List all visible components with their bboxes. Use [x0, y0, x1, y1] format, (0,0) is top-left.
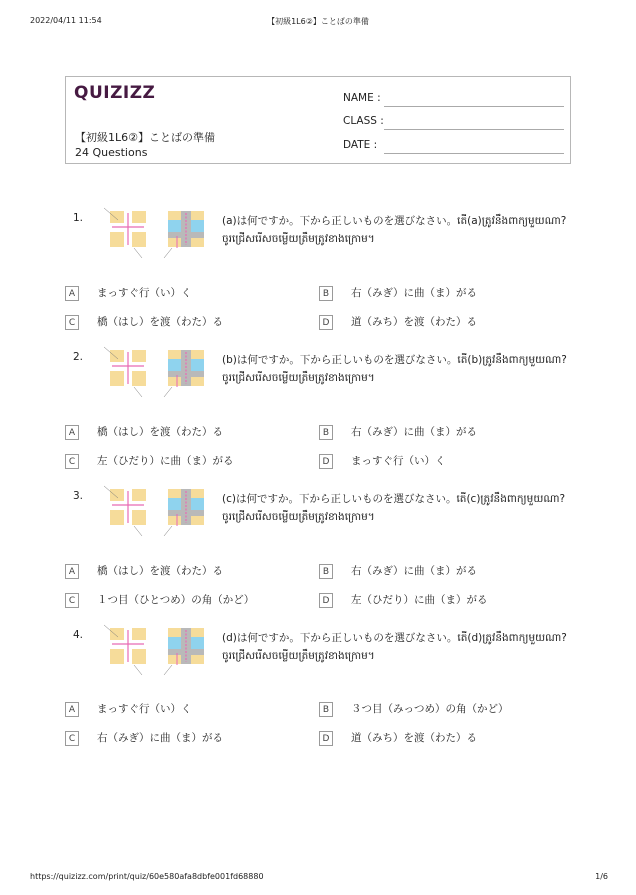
option-letter: D: [319, 731, 333, 746]
option-text: 右（みぎ）に曲（ま）がる: [97, 732, 223, 744]
option-b[interactable]: [319, 702, 559, 718]
option-text: １つ目（ひとつめ）の角（かど）: [97, 594, 255, 606]
option-d[interactable]: [319, 731, 559, 747]
name-line: [384, 105, 564, 107]
option-letter: A: [65, 425, 79, 440]
map-figure: [98, 345, 210, 399]
option-text: 橋（はし）を渡（わた）る: [97, 316, 223, 328]
option-text: 右（みぎ）に曲（ま）がる: [351, 287, 477, 299]
option-text: 左（ひだり）に曲（ま）がる: [351, 594, 488, 606]
option-letter: D: [319, 315, 333, 330]
page-number: 1/6: [595, 872, 608, 881]
option-letter: B: [319, 702, 333, 717]
print-url: https://quizizz.com/print/quiz/60e580afa8dbfe001fd68880: [30, 872, 264, 881]
quizizz-logo: QUIZIZZ: [74, 83, 156, 103]
option-letter: C: [65, 593, 79, 608]
question-text: (b)は何ですか。下から正しいものを選びなさい。តើ(b)ត្រូវនឹងពាក្យមួយណា? ចូរជ្រើសរើសចម្លើយត្រឹមត្រូវខាងក្រោម។: [222, 354, 567, 384]
question-count: 24 Questions: [75, 146, 148, 159]
option-text: ３つ目（みっつめ）の角（かど）: [351, 703, 509, 715]
option-letter: A: [65, 564, 79, 579]
option-d[interactable]: [319, 315, 559, 331]
option-text: 道（みち）を渡（わた）る: [351, 316, 477, 328]
option-a[interactable]: [65, 425, 305, 441]
option-b[interactable]: [319, 286, 559, 302]
option-letter: D: [319, 593, 333, 608]
map-figure: [98, 206, 210, 260]
question-number: 1.: [73, 212, 84, 224]
option-d[interactable]: [319, 593, 559, 609]
option-text: 右（みぎ）に曲（ま）がる: [351, 565, 477, 577]
option-text: まっすぐ行（い）く: [97, 703, 192, 715]
question-number: 2.: [73, 351, 84, 363]
worksheet-header: [65, 76, 571, 164]
option-letter: C: [65, 731, 79, 746]
option-letter: B: [319, 564, 333, 579]
option-d[interactable]: [319, 454, 559, 470]
option-letter: D: [319, 454, 333, 469]
option-letter: C: [65, 315, 79, 330]
print-date: 2022/04/11 11:54: [30, 16, 102, 25]
option-a[interactable]: [65, 702, 305, 718]
date-label: DATE :: [343, 139, 378, 151]
option-c[interactable]: [65, 315, 305, 331]
question-number: 4.: [73, 629, 84, 641]
option-letter: A: [65, 286, 79, 301]
question-text: (d)は何ですか。下から正しいものを選びなさい。តើ(d)ត្រូវនឹងពាក្យមួយណា? ចូរជ្រើសរើសចម្លើយត្រឹមត្រូវខាងក្រោម។: [222, 632, 567, 662]
option-a[interactable]: [65, 564, 305, 580]
option-text: 左（ひだり）に曲（ま）がる: [97, 455, 234, 467]
date-line: [384, 152, 564, 154]
option-a[interactable]: [65, 286, 305, 302]
option-text: まっすぐ行（い）く: [351, 455, 446, 467]
option-c[interactable]: [65, 454, 305, 470]
option-c[interactable]: [65, 731, 305, 747]
option-text: 道（みち）を渡（わた）る: [351, 732, 477, 744]
option-text: 橋（はし）を渡（わた）る: [97, 565, 223, 577]
name-label: NAME :: [343, 92, 381, 104]
class-label: CLASS :: [343, 115, 384, 127]
print-title: 【初級1L6②】ことばの準備: [267, 17, 369, 26]
option-text: 右（みぎ）に曲（ま）がる: [351, 426, 477, 438]
option-b[interactable]: [319, 425, 559, 441]
quiz-title: 【初級1L6②】ことばの準備: [75, 131, 215, 144]
option-b[interactable]: [319, 564, 559, 580]
option-letter: A: [65, 702, 79, 717]
map-figure: [98, 623, 210, 677]
option-letter: B: [319, 425, 333, 440]
class-line: [384, 128, 564, 130]
question-number: 3.: [73, 490, 84, 502]
option-text: 橋（はし）を渡（わた）る: [97, 426, 223, 438]
question-text: (a)は何ですか。下から正しいものを選びなさい。តើ(a)ត្រូវនឹងពាក្យមួយណា? ចូរជ្រើសរើសចម្លើយត្រឹមត្រូវខាងក្រោម។: [222, 215, 567, 245]
question-text: (c)は何ですか。下から正しいものを選びなさい。តើ(c)ត្រូវនឹងពាក្យមួយណា? ចូរជ្រើសរើសចម្លើយត្រឹមត្រូវខាងក្រោម។: [222, 493, 566, 523]
map-figure: [98, 484, 210, 538]
option-letter: B: [319, 286, 333, 301]
option-c[interactable]: [65, 593, 305, 609]
option-text: まっすぐ行（い）く: [97, 287, 192, 299]
option-letter: C: [65, 454, 79, 469]
